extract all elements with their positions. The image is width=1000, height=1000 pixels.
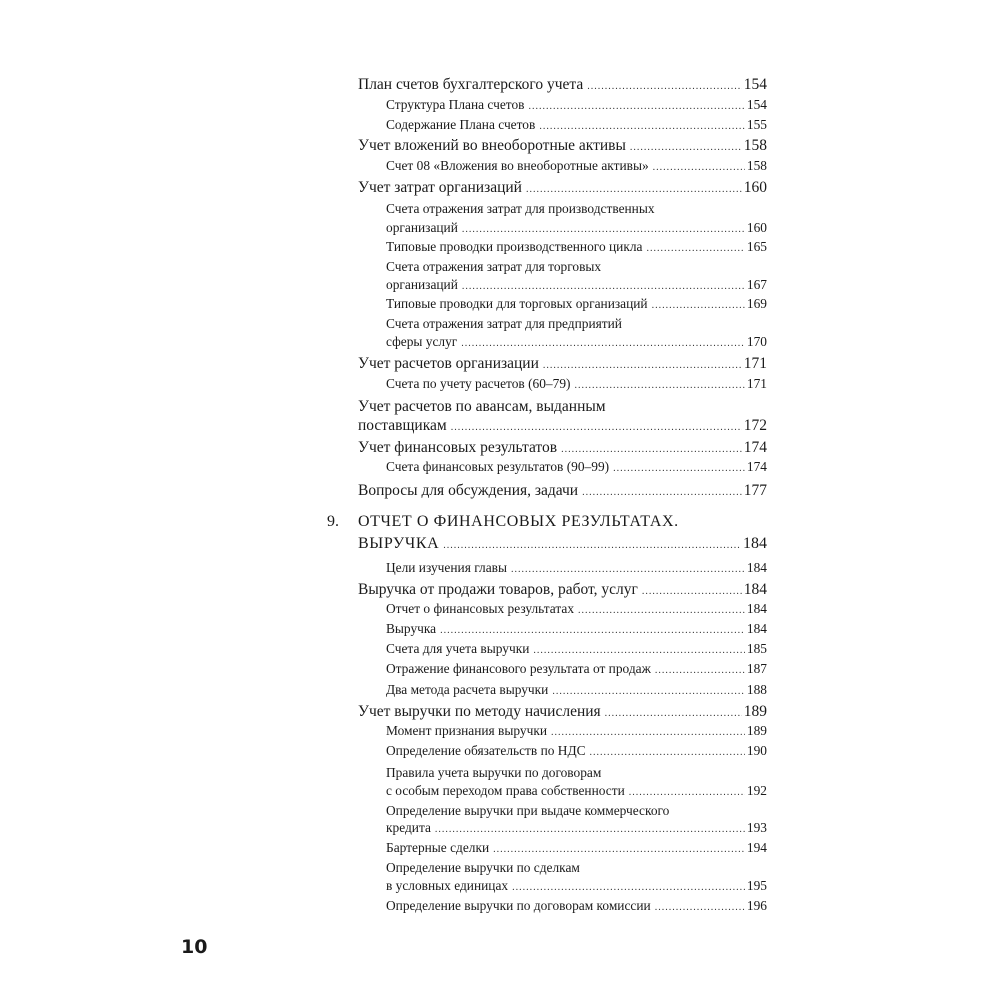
toc-page-number: 193 bbox=[746, 820, 767, 835]
toc-entry-title: Определение выручки по договорам комиссии bbox=[386, 898, 651, 913]
toc-entry-title: поставщикам bbox=[358, 417, 447, 434]
toc-page-number: 160 bbox=[743, 179, 767, 196]
dot-leader bbox=[440, 625, 745, 636]
toc-entry-line bbox=[386, 239, 767, 255]
toc-entry-line bbox=[358, 417, 767, 435]
toc-entry-line bbox=[386, 641, 767, 657]
toc-entry-title: Определение выручки при выдаче коммерческого bbox=[386, 803, 670, 818]
dot-leader bbox=[582, 487, 742, 498]
toc-entry-line bbox=[386, 376, 767, 392]
toc-entry-line bbox=[386, 682, 767, 698]
toc-page-number: 189 bbox=[743, 703, 767, 720]
toc-entry-title: Счета отражения затрат для торговых bbox=[386, 259, 602, 274]
toc-entry-line bbox=[386, 334, 767, 350]
toc-page-number: 172 bbox=[743, 417, 767, 434]
toc-page-number: 171 bbox=[743, 355, 767, 372]
toc-page-number: 184 bbox=[743, 581, 767, 598]
toc-entry-line bbox=[358, 179, 767, 197]
dot-leader bbox=[462, 281, 745, 292]
toc-entry-line bbox=[358, 137, 767, 155]
toc-page-number: 177 bbox=[743, 482, 767, 499]
toc-entry-title: Содержание Плана счетов bbox=[386, 117, 536, 132]
dot-leader bbox=[652, 300, 745, 311]
toc-page-number: 185 bbox=[746, 641, 767, 656]
toc-page-number: 194 bbox=[746, 840, 767, 855]
toc-entry-title: Правила учета выручки по договорам bbox=[386, 765, 602, 780]
dot-leader bbox=[655, 902, 745, 913]
toc-entry-line bbox=[358, 398, 606, 416]
dot-leader bbox=[574, 380, 744, 391]
toc-entry-line bbox=[386, 743, 767, 759]
toc-entry-title: Учет расчетов по авансам, выданным bbox=[358, 398, 606, 415]
dot-leader bbox=[493, 844, 745, 855]
dot-leader bbox=[646, 243, 744, 254]
toc-entry-title: с особым переходом права собственности bbox=[386, 783, 625, 798]
toc-entry-title: организаций bbox=[386, 277, 458, 292]
toc-entry-title: Выручка bbox=[386, 621, 437, 636]
toc-entry-line bbox=[386, 97, 767, 113]
toc-page-number: 190 bbox=[746, 743, 767, 758]
toc-entry-line bbox=[358, 703, 767, 721]
toc-entry-title: Отражение финансового результата от продаж bbox=[386, 661, 651, 676]
dot-leader bbox=[561, 444, 742, 455]
toc-entry-line bbox=[358, 439, 767, 457]
toc-entry-title: Учет выручки по методу начисления bbox=[358, 703, 601, 720]
toc-entry-title: Определение обязательств по НДС bbox=[386, 743, 586, 758]
toc-entry-title: Учет финансовых результатов bbox=[358, 439, 558, 456]
toc-entry-title: Счета финансовых результатов (90–99) bbox=[386, 459, 610, 474]
toc-entry-line bbox=[386, 117, 767, 133]
chapter-title: ВЫРУЧКА bbox=[358, 535, 440, 552]
toc-entry-line bbox=[386, 296, 767, 312]
dot-leader bbox=[578, 605, 745, 616]
toc-entry-line bbox=[386, 259, 601, 275]
chapter-number: 9. bbox=[327, 513, 339, 530]
dot-leader bbox=[512, 882, 745, 893]
dot-leader bbox=[528, 101, 744, 112]
toc-page-number: 192 bbox=[746, 783, 767, 798]
toc-page-number: 184 bbox=[746, 621, 767, 636]
toc-entry-line bbox=[386, 621, 767, 637]
toc-entry-line bbox=[386, 277, 767, 293]
toc-page-number: 187 bbox=[746, 661, 767, 676]
toc-entry-line bbox=[386, 878, 767, 894]
dot-leader bbox=[552, 686, 745, 697]
toc-entry-title: Выручка от продажи товаров, работ, услуг bbox=[358, 581, 638, 598]
toc-entry-title: Счета по учету расчетов (60–79) bbox=[386, 376, 571, 391]
toc-entry-title: организаций bbox=[386, 220, 458, 235]
toc-entry-title: в условных единицах bbox=[386, 878, 509, 893]
toc-page-number: 160 bbox=[746, 220, 767, 235]
toc-page-number: 158 bbox=[746, 158, 767, 173]
dot-leader bbox=[461, 338, 745, 349]
dot-leader bbox=[590, 747, 745, 758]
chapter-title-line bbox=[358, 513, 679, 531]
toc-page-number: 188 bbox=[746, 682, 767, 697]
toc-page-number: 158 bbox=[743, 137, 767, 154]
toc-entry-line bbox=[386, 765, 601, 781]
toc-entry-title: Учет затрат организаций bbox=[358, 179, 522, 196]
toc-entry-title: Учет вложений во внеоборотные активы bbox=[358, 137, 626, 154]
dot-leader bbox=[451, 422, 742, 433]
toc-entry-title: Структура Плана счетов bbox=[386, 97, 525, 112]
toc-entry-line bbox=[386, 459, 767, 475]
toc-entry-line bbox=[386, 820, 767, 836]
toc-page-number: 184 bbox=[746, 601, 767, 616]
toc-entry-title: Счета для учета выручки bbox=[386, 641, 530, 656]
dot-leader bbox=[605, 708, 742, 719]
dot-leader bbox=[526, 184, 742, 195]
dot-leader bbox=[435, 824, 745, 835]
toc-entry-title: Отчет о финансовых результатах bbox=[386, 601, 575, 616]
toc-entry-line bbox=[386, 560, 767, 576]
dot-leader bbox=[511, 564, 745, 575]
toc-page-number: 174 bbox=[746, 459, 767, 474]
toc-entry-line bbox=[386, 783, 767, 799]
toc-page-number: 169 bbox=[746, 296, 767, 311]
toc-entry-line bbox=[386, 158, 767, 174]
toc-page-number: 167 bbox=[746, 277, 767, 292]
toc-entry-line bbox=[386, 723, 767, 739]
toc-page-number: 154 bbox=[743, 76, 767, 93]
page-number: 10 bbox=[181, 936, 208, 958]
toc-entry-line bbox=[386, 661, 767, 677]
toc-entry-title: Два метода расчета выручки bbox=[386, 682, 549, 697]
toc-entry-title: сферы услуг bbox=[386, 334, 458, 349]
toc-entry-line bbox=[358, 581, 767, 599]
toc-entry-title: Момент признания выручки bbox=[386, 723, 548, 738]
toc-entry-line bbox=[386, 316, 622, 332]
dot-leader bbox=[462, 224, 745, 235]
toc-page-number: 189 bbox=[746, 723, 767, 738]
toc-entry-line bbox=[386, 220, 767, 236]
toc-entry-title: Счета отражения затрат для производственных bbox=[386, 201, 655, 216]
toc-entry-title: Учет расчетов организации bbox=[358, 355, 539, 372]
dot-leader bbox=[613, 463, 745, 474]
toc-page-number: 184 bbox=[743, 535, 767, 552]
toc-entry-title: План счетов бухгалтерского учета bbox=[358, 76, 584, 93]
dot-leader bbox=[630, 142, 742, 153]
chapter-title-line bbox=[358, 535, 767, 553]
toc-page-number: 170 bbox=[746, 334, 767, 349]
toc-entry-title: Бартерные сделки bbox=[386, 840, 490, 855]
toc-entry-title: Типовые проводки производственного цикла bbox=[386, 239, 643, 254]
dot-leader bbox=[587, 81, 741, 92]
toc-entry-title: Счета отражения затрат для предприятий bbox=[386, 316, 622, 331]
toc-page-number: 184 bbox=[746, 560, 767, 575]
toc-entry-line bbox=[386, 803, 669, 819]
toc-page-number: 196 bbox=[746, 898, 767, 913]
dot-leader bbox=[653, 162, 745, 173]
toc-page-number: 195 bbox=[746, 878, 767, 893]
toc-entry-line bbox=[358, 355, 767, 373]
dot-leader bbox=[655, 665, 745, 676]
dot-leader bbox=[551, 727, 745, 738]
toc-entry-line bbox=[358, 482, 767, 500]
toc-entry-line bbox=[386, 860, 580, 876]
chapter-title: ОТЧЕТ О ФИНАНСОВЫХ РЕЗУЛЬТАТАХ. bbox=[358, 513, 679, 530]
toc-page-number: 171 bbox=[746, 376, 767, 391]
toc-entry-title: кредита bbox=[386, 820, 431, 835]
toc-entry-title: Вопросы для обсуждения, задачи bbox=[358, 482, 579, 499]
toc-page-number: 154 bbox=[746, 97, 767, 112]
dot-leader bbox=[443, 540, 741, 551]
toc-entry-line bbox=[386, 840, 767, 856]
toc-page-number: 155 bbox=[746, 117, 767, 132]
dot-leader bbox=[539, 121, 745, 132]
toc-page-number: 165 bbox=[746, 239, 767, 254]
dot-leader bbox=[543, 360, 742, 371]
toc-entry-title: Счет 08 «Вложения во внеоборотные активы» bbox=[386, 158, 649, 173]
toc-entry-line bbox=[386, 201, 655, 217]
toc-entry-line bbox=[358, 76, 767, 94]
toc-entry-title: Определение выручки по сделкам bbox=[386, 860, 580, 875]
toc-entry-line bbox=[386, 898, 767, 914]
toc-page-number: 174 bbox=[743, 439, 767, 456]
toc-entry-title: Цели изучения главы bbox=[386, 560, 507, 575]
toc-entry-title: Типовые проводки для торговых организаций bbox=[386, 296, 648, 311]
dot-leader bbox=[642, 586, 742, 597]
dot-leader bbox=[533, 645, 745, 656]
dot-leader bbox=[629, 787, 745, 798]
toc-entry-line bbox=[386, 601, 767, 617]
